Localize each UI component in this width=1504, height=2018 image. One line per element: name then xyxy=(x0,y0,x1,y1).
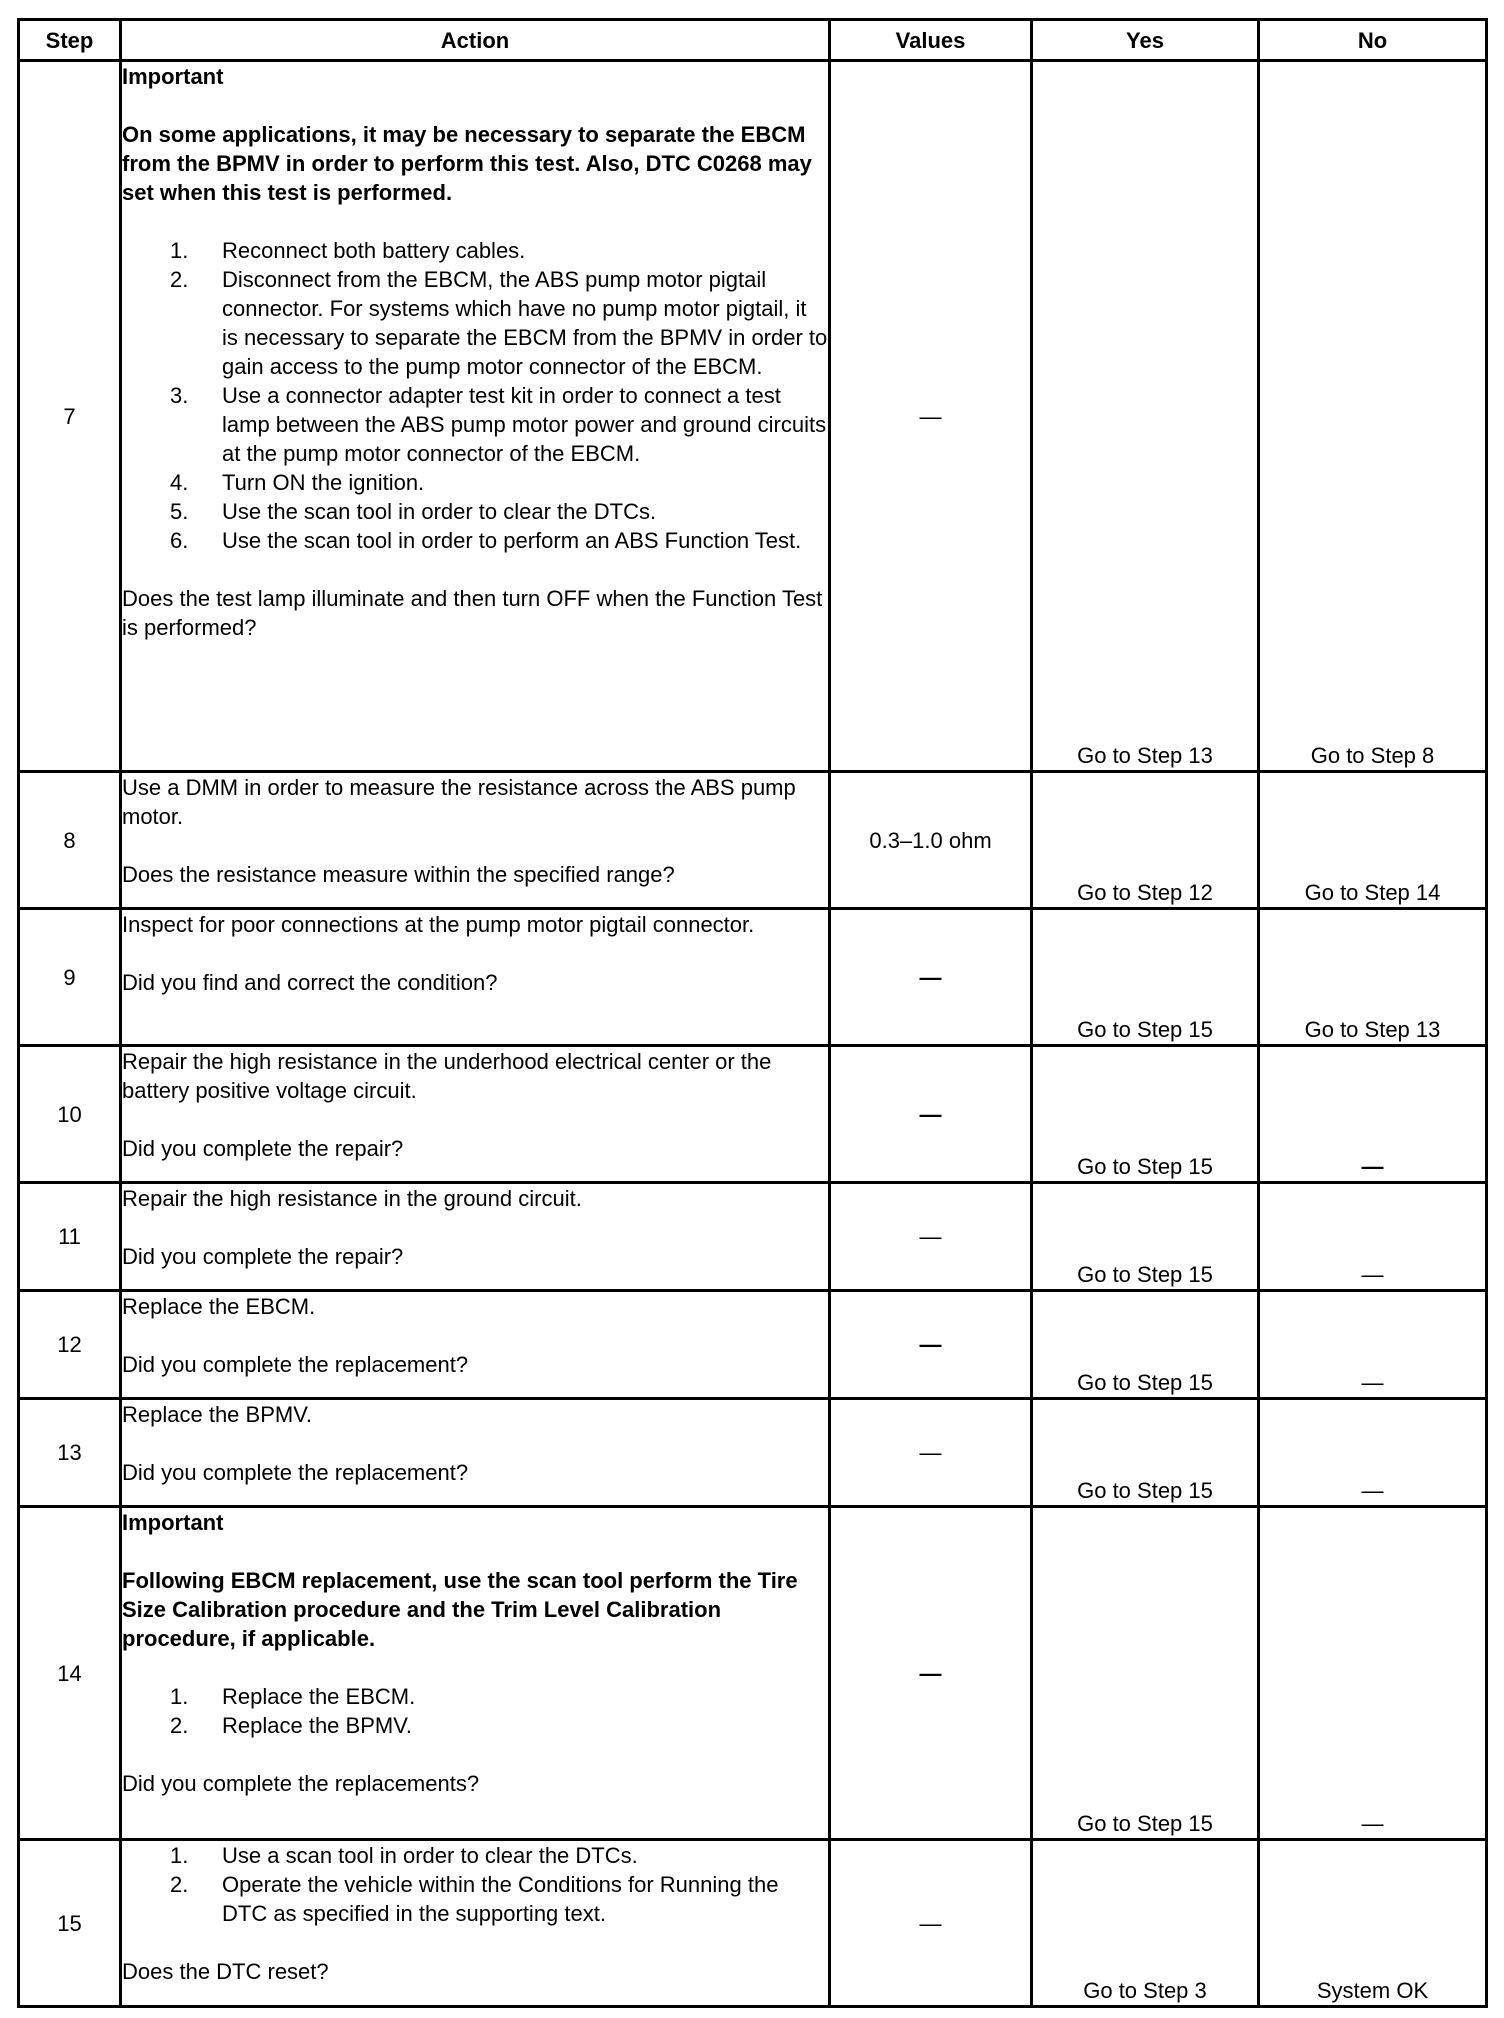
list-item: 5. Use the scan tool in order to clear the DTCs. xyxy=(170,499,657,524)
yes-cell: Go to Step 13 xyxy=(1032,61,1259,772)
yes-cell: Go to Step 15 xyxy=(1032,1183,1259,1291)
values-cell: — xyxy=(830,1840,1032,2007)
action-text: Use a DMM in order to measure the resistance across the ABS pump motor. xyxy=(122,775,796,829)
no-cell: — xyxy=(1259,1291,1487,1399)
procedure-list xyxy=(122,1682,828,1740)
no-cell: — xyxy=(1259,1399,1487,1507)
table-row-step-11 xyxy=(19,1183,1487,1291)
question-text: Did you complete the repair? xyxy=(122,1136,404,1161)
no-cell: — xyxy=(1259,1046,1487,1183)
no-cell: — xyxy=(1259,1183,1487,1291)
important-note: On some applications, it may be necessary to separate the EBCM from the BPMV in order to perform this test. Also, DTC C0268 may set when this test is performed. xyxy=(122,122,812,205)
yes-cell: Go to Step 12 xyxy=(1032,772,1259,909)
yes-cell: Go to Step 3 xyxy=(1032,1840,1259,2007)
action-cell xyxy=(121,1046,830,1183)
action-cell xyxy=(121,909,830,1046)
action-text: Inspect for poor connections at the pump motor pigtail connector. xyxy=(122,912,755,937)
table-row-step-15 xyxy=(19,1840,1487,2007)
question-text: Did you complete the replacement? xyxy=(122,1460,469,1485)
step-number: 9 xyxy=(19,909,121,1046)
table-row-step-12 xyxy=(19,1291,1487,1399)
step-number: 10 xyxy=(19,1046,121,1183)
action-cell xyxy=(121,1399,830,1507)
action-cell xyxy=(121,61,830,772)
yes-cell: Go to Step 15 xyxy=(1032,1046,1259,1183)
list-item: 2. Replace the BPMV. xyxy=(170,1713,412,1738)
step-number: 11 xyxy=(19,1183,121,1291)
yes-cell: Go to Step 15 xyxy=(1032,1507,1259,1840)
important-label: Important xyxy=(122,1510,224,1535)
procedure-list xyxy=(122,1841,828,1928)
table-row-step-8 xyxy=(19,772,1487,909)
header-step: Step xyxy=(19,20,121,61)
no-cell: Go to Step 13 xyxy=(1259,909,1487,1046)
values-cell: — xyxy=(830,1183,1032,1291)
question-text: Did you complete the replacement? xyxy=(122,1352,469,1377)
values-cell: — xyxy=(830,1507,1032,1840)
table-row-step-14 xyxy=(19,1507,1487,1840)
action-cell xyxy=(121,1183,830,1291)
values-cell: — xyxy=(830,1399,1032,1507)
action-text: Replace the EBCM. xyxy=(122,1294,316,1319)
values-cell: — xyxy=(830,61,1032,772)
table-row-step-9 xyxy=(19,909,1487,1046)
yes-cell: Go to Step 15 xyxy=(1032,1399,1259,1507)
values-cell: 0.3–1.0 ohm xyxy=(830,772,1032,909)
list-item: 1. Reconnect both battery cables. xyxy=(170,238,526,263)
important-note: Following EBCM replacement, use the scan tool perform the Tire Size Calibration procedure and the Trim Level Calibration procedure, if applicable. xyxy=(122,1568,798,1651)
question-text: Does the test lamp illuminate and then turn OFF when the Function Test is performed? xyxy=(122,586,823,640)
question-text: Did you complete the repair? xyxy=(122,1244,404,1269)
no-cell: System OK xyxy=(1259,1840,1487,2007)
step-number: 8 xyxy=(19,772,121,909)
step-number: 12 xyxy=(19,1291,121,1399)
list-item: 1. Replace the EBCM. xyxy=(170,1684,416,1709)
step-number: 14 xyxy=(19,1507,121,1840)
procedure-list xyxy=(122,236,828,555)
action-cell xyxy=(121,1291,830,1399)
yes-cell: Go to Step 15 xyxy=(1032,909,1259,1046)
table-row-step-13 xyxy=(19,1399,1487,1507)
no-cell: Go to Step 14 xyxy=(1259,772,1487,909)
list-item: 2. Disconnect from the EBCM, the ABS pump motor pigtail connector. For systems which have no pump motor pigtail, it is necessary to separate the EBCM from the BPMV in order to gain access to the pump motor connector of the EBCM. xyxy=(170,267,828,379)
list-item: 6. Use the scan tool in order to perform an ABS Function Test. xyxy=(170,528,802,553)
header-yes: Yes xyxy=(1032,20,1259,61)
action-cell xyxy=(121,772,830,909)
header-no: No xyxy=(1259,20,1487,61)
action-cell xyxy=(121,1507,830,1840)
header-action: Action xyxy=(121,20,830,61)
list-item: 1. Use a scan tool in order to clear the DTCs. xyxy=(170,1843,638,1868)
list-item: 3. Use a connector adapter test kit in order to connect a test lamp between the ABS pump motor power and ground circuits at the pump motor connector of the EBCM. xyxy=(170,383,827,466)
step-number: 7 xyxy=(19,61,121,772)
list-item: 2. Operate the vehicle within the Conditions for Running the DTC as specified in the supporting text. xyxy=(170,1872,779,1926)
values-cell: — xyxy=(830,909,1032,1046)
list-item: 4. Turn ON the ignition. xyxy=(170,470,425,495)
question-text: Does the resistance measure within the specified range? xyxy=(122,862,675,887)
action-cell xyxy=(121,1840,830,2007)
values-cell: — xyxy=(830,1046,1032,1183)
question-text: Did you find and correct the condition? xyxy=(122,970,498,995)
action-text: Repair the high resistance in the ground circuit. xyxy=(122,1186,582,1211)
header-row xyxy=(19,20,1487,61)
action-text: Replace the BPMV. xyxy=(122,1402,312,1427)
step-number: 13 xyxy=(19,1399,121,1507)
action-text: Repair the high resistance in the underhood electrical center or the battery positive voltage circuit. xyxy=(122,1049,772,1103)
diagnostic-table xyxy=(17,18,1488,2008)
table-row-step-10 xyxy=(19,1046,1487,1183)
no-cell: — xyxy=(1259,1507,1487,1840)
values-cell: — xyxy=(830,1291,1032,1399)
header-values: Values xyxy=(830,20,1032,61)
question-text: Did you complete the replacements? xyxy=(122,1771,480,1796)
no-cell: Go to Step 8 xyxy=(1259,61,1487,772)
step-number: 15 xyxy=(19,1840,121,2007)
yes-cell: Go to Step 15 xyxy=(1032,1291,1259,1399)
important-label: Important xyxy=(122,64,224,89)
table-row-step-7 xyxy=(19,61,1487,772)
question-text: Does the DTC reset? xyxy=(122,1959,329,1984)
